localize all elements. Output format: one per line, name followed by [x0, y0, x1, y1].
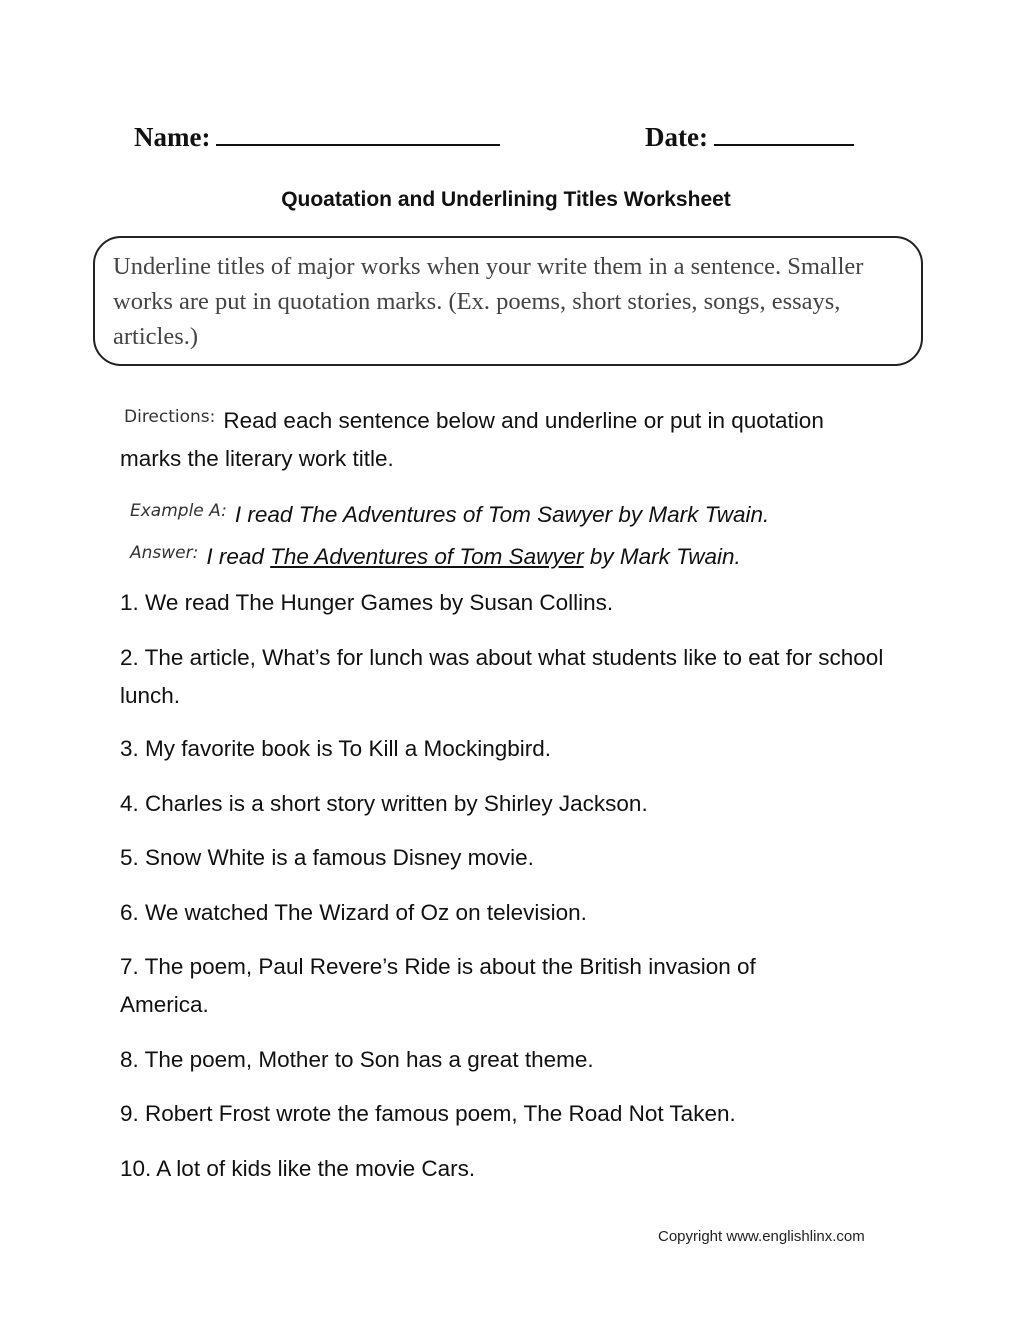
directions-label: Directions: [124, 407, 216, 427]
date-label: Date: [645, 122, 708, 152]
example-line [120, 492, 900, 534]
example-label: Example A: [130, 501, 227, 521]
question-item: 4. Charles is a short story written by Shirley Jackson. [120, 791, 648, 816]
rule-box [93, 236, 923, 366]
directions [120, 398, 860, 478]
answer-label: Answer: [130, 543, 199, 563]
example-sentence: I read The Adventures of Tom Sawyer by Mark Twain. [234, 502, 770, 527]
question-item: 5. Snow White is a famous Disney movie. [120, 845, 534, 870]
date-blank-line[interactable] [714, 118, 854, 146]
question-item: 7. The poem, Paul Revere’s Ride is about the British invasion of America. [120, 954, 756, 1017]
worksheet-title: Quoatation and Underlining Titles Worksheet [281, 188, 731, 211]
answer-before: I read [206, 544, 271, 569]
question-item: 9. Robert Frost wrote the famous poem, The Road Not Taken. [120, 1101, 736, 1126]
name-field[interactable] [134, 118, 500, 154]
date-field[interactable] [645, 118, 854, 154]
answer-line [120, 534, 900, 576]
name-blank-line[interactable] [216, 118, 500, 146]
question-item: 1. We read The Hunger Games by Susan Collins. [120, 590, 614, 615]
directions-text: Read each sentence below and underline or put in quotation marks the literary work title. [120, 408, 824, 471]
answer-after: by Mark Twain. [583, 544, 741, 569]
question-item: 10. A lot of kids like the movie Cars. [120, 1156, 476, 1181]
example-block [120, 492, 900, 576]
question-item: 2. The article, What’s for lunch was about what students like to eat for school lunch. [120, 645, 884, 708]
rule-text: Underline titles of major works when your write them in a sentence. Smaller works are put in quotation marks. (Ex. poems, short stories, songs, essays, articles.) [113, 253, 864, 350]
question-item: 6. We watched The Wizard of Oz on television. [120, 900, 587, 925]
answer-title-underlined: The Adventures of Tom Sawyer [270, 544, 584, 569]
name-label: Name: [134, 122, 211, 152]
question-item: 3. My favorite book is To Kill a Mockingbird. [120, 736, 552, 761]
question-item: 8. The poem, Mother to Son has a great theme. [120, 1047, 594, 1072]
copyright-notice: Copyright www.englishlinx.com [658, 1228, 865, 1245]
